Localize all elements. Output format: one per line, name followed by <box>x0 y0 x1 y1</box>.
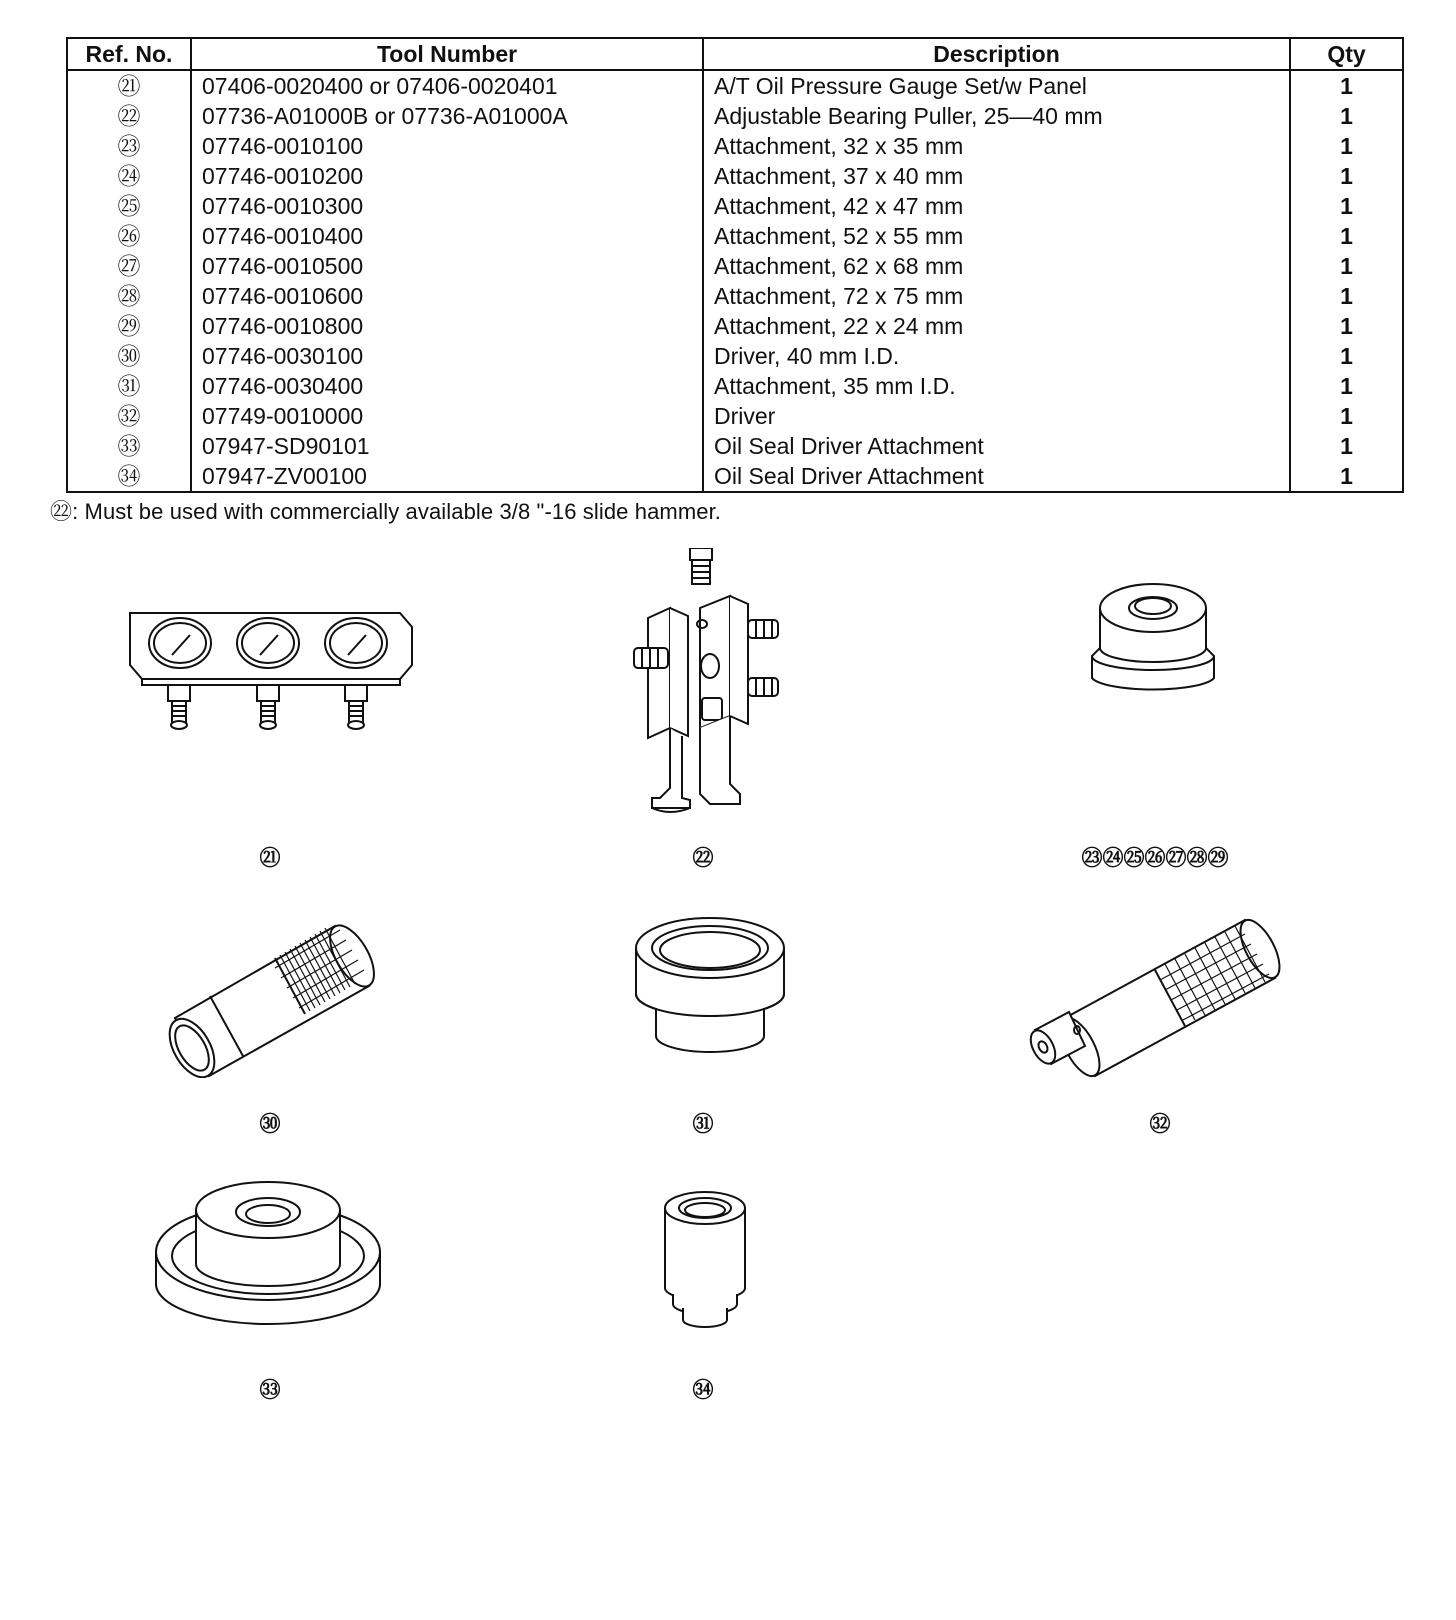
driver-label: ㉜ <box>1149 1113 1171 1136</box>
tool-number-cell: 07947-ZV00100 <box>191 461 703 492</box>
qty-cell: 1 <box>1290 341 1403 371</box>
header-tool-number: Tool Number <box>191 38 703 70</box>
description-cell: Adjustable Bearing Puller, 25—40 mm <box>703 101 1290 131</box>
bearing-puller-label: ㉒ <box>692 847 714 870</box>
ref-no-cell: ㉘ <box>67 281 191 311</box>
qty-cell: 1 <box>1290 281 1403 311</box>
qty-cell: 1 <box>1290 311 1403 341</box>
tool-number-cell: 07746-0010200 <box>191 161 703 191</box>
table-row <box>67 131 1403 161</box>
table-row <box>67 371 1403 401</box>
ref-no-cell: ㉓ <box>67 131 191 161</box>
qty-cell: 1 <box>1290 431 1403 461</box>
description-cell: Attachment, 37 x 40 mm <box>703 161 1290 191</box>
description-cell: Oil Seal Driver Attachment <box>703 461 1290 492</box>
description-cell: Driver <box>703 401 1290 431</box>
tool-number-cell: 07736-A01000B or 07736-A01000A <box>191 101 703 131</box>
tool-number-cell: 07406-0020400 or 07406-0020401 <box>191 70 703 101</box>
table-row <box>67 461 1403 492</box>
tool-number-cell: 07746-0010800 <box>191 311 703 341</box>
description-cell: A/T Oil Pressure Gauge Set/w Panel <box>703 70 1290 101</box>
qty-cell: 1 <box>1290 371 1403 401</box>
ref-no-cell: ㉚ <box>67 341 191 371</box>
tool-number-cell: 07746-0010500 <box>191 251 703 281</box>
table-header-row <box>67 38 1403 70</box>
qty-cell: 1 <box>1290 161 1403 191</box>
description-cell: Oil Seal Driver Attachment <box>703 431 1290 461</box>
tool-number-cell: 07746-0010300 <box>191 191 703 221</box>
description-cell: Attachment, 35 mm I.D. <box>703 371 1290 401</box>
qty-cell: 1 <box>1290 221 1403 251</box>
oil-seal-driver-zv-label: ㉞ <box>692 1379 714 1402</box>
table-row <box>67 101 1403 131</box>
description-cell: Attachment, 42 x 47 mm <box>703 191 1290 221</box>
table-row <box>67 311 1403 341</box>
ref-no-cell: ㉑ <box>67 70 191 101</box>
description-cell: Driver, 40 mm I.D. <box>703 341 1290 371</box>
header-description: Description <box>703 38 1290 70</box>
ref-no-cell: ㉛ <box>67 371 191 401</box>
table-row <box>67 251 1403 281</box>
driver-40mm-illustration <box>155 908 395 1078</box>
table-row <box>67 221 1403 251</box>
table-row <box>67 341 1403 371</box>
driver-illustration <box>1005 900 1305 1090</box>
gauge-set-illustration <box>120 605 420 745</box>
header-qty: Qty <box>1290 38 1403 70</box>
description-cell: Attachment, 72 x 75 mm <box>703 281 1290 311</box>
ref-no-cell: ㉞ <box>67 461 191 492</box>
ref-no-cell: ㉗ <box>67 251 191 281</box>
ref-no-cell: ㉝ <box>67 431 191 461</box>
table-row <box>67 70 1403 101</box>
table-row <box>67 281 1403 311</box>
qty-cell: 1 <box>1290 251 1403 281</box>
ref-no-cell: ㉜ <box>67 401 191 431</box>
oil-seal-driver-sd-label: ㉝ <box>259 1379 281 1402</box>
tool-number-cell: 07746-0010600 <box>191 281 703 311</box>
tool-number-cell: 07947-SD90101 <box>191 431 703 461</box>
table-row <box>67 161 1403 191</box>
tool-number-cell: 07749-0010000 <box>191 401 703 431</box>
table-row <box>67 401 1403 431</box>
tool-number-cell: 07746-0030400 <box>191 371 703 401</box>
ref-no-cell: ㉔ <box>67 161 191 191</box>
qty-cell: 1 <box>1290 70 1403 101</box>
oil-seal-driver-zv-illustration <box>655 1188 755 1328</box>
ref-no-cell: ㉕ <box>67 191 191 221</box>
gauge-set-label: ㉑ <box>259 847 281 870</box>
description-cell: Attachment, 22 x 24 mm <box>703 311 1290 341</box>
oil-seal-driver-sd-illustration <box>152 1172 392 1332</box>
bearing-puller-illustration <box>630 548 800 828</box>
description-cell: Attachment, 62 x 68 mm <box>703 251 1290 281</box>
qty-cell: 1 <box>1290 191 1403 221</box>
table-row <box>67 191 1403 221</box>
qty-cell: 1 <box>1290 401 1403 431</box>
driver-40mm-label: ㉚ <box>259 1113 281 1136</box>
tool-number-cell: 07746-0010100 <box>191 131 703 161</box>
attachments-label: ㉓㉔㉕㉖㉗㉘㉙ <box>1081 847 1229 870</box>
ref-no-cell: ㉒ <box>67 101 191 131</box>
attachment-35mm-illustration <box>630 912 790 1062</box>
table-row <box>67 431 1403 461</box>
header-ref-no: Ref. No. <box>67 38 191 70</box>
attachments-illustration <box>1090 578 1220 698</box>
tool-number-cell: 07746-0030100 <box>191 341 703 371</box>
description-cell: Attachment, 32 x 35 mm <box>703 131 1290 161</box>
qty-cell: 1 <box>1290 461 1403 492</box>
description-cell: Attachment, 52 x 55 mm <box>703 221 1290 251</box>
qty-cell: 1 <box>1290 101 1403 131</box>
ref-no-cell: ㉖ <box>67 221 191 251</box>
usage-note: ㉒: Must be used with commercially available 3/8 "-16 slide hammer. <box>50 499 722 524</box>
tool-number-cell: 07746-0010400 <box>191 221 703 251</box>
attachment-35mm-label: ㉛ <box>692 1113 714 1136</box>
special-tools-table <box>66 37 1404 493</box>
ref-no-cell: ㉙ <box>67 311 191 341</box>
qty-cell: 1 <box>1290 131 1403 161</box>
